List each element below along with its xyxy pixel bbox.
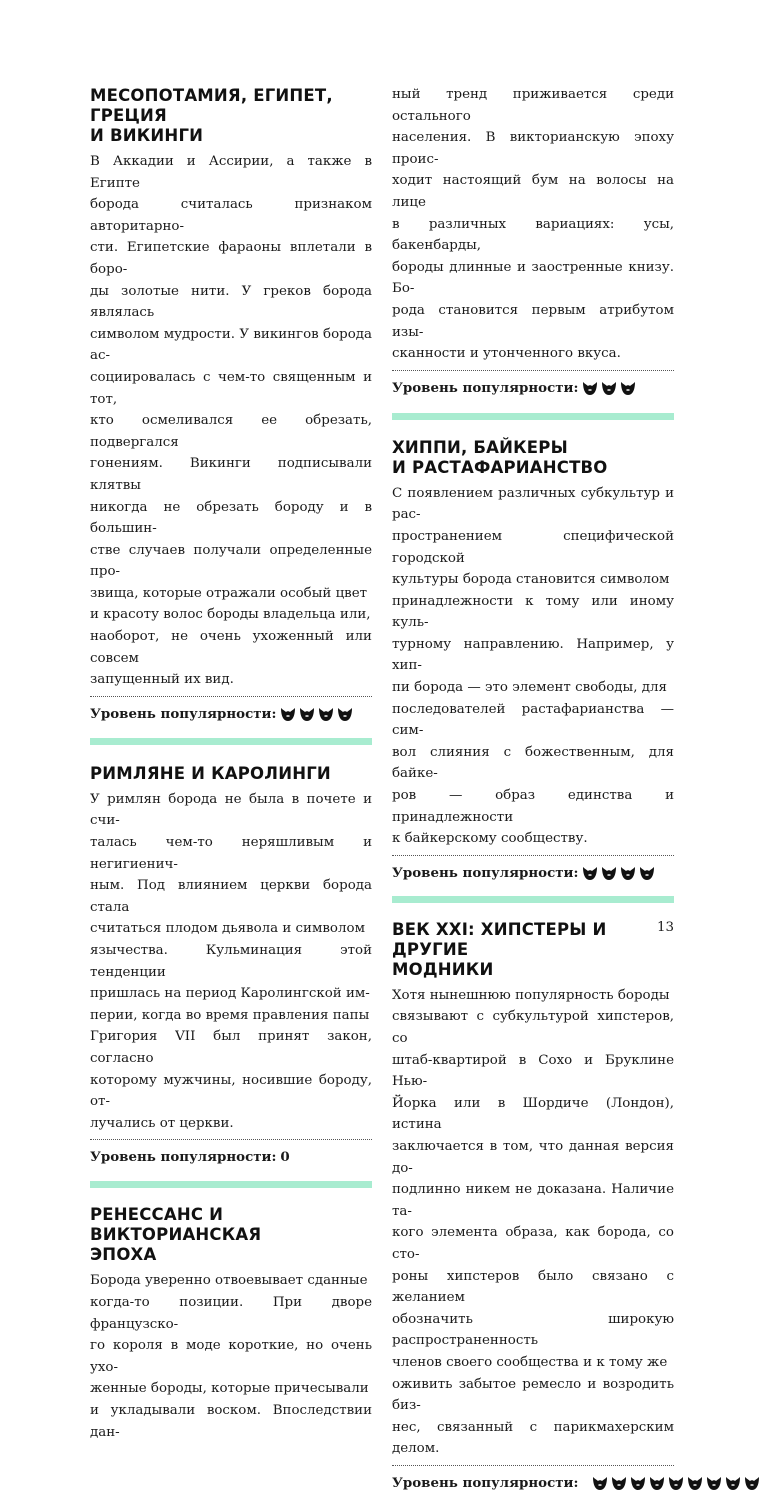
title-line: РИМЛЯНЕ И КАРОЛИНГИ: [90, 763, 331, 783]
body-line: перии, когда во время правления папы: [90, 1007, 370, 1023]
section-body: [90, 1270, 372, 1443]
title-line: МОДНИКИ: [392, 959, 494, 979]
body-line: членов своего сообщества и к тому же: [392, 1354, 668, 1370]
beard-rating: [592, 1475, 759, 1491]
body-line: связывают с субкультурой хипстеров, со: [392, 1009, 674, 1046]
body-line: кто осмеливался ее обрезать, подвергался: [90, 413, 372, 450]
body-line: сканности и утонченного вкуса.: [392, 346, 621, 362]
beard-icon: [280, 706, 296, 722]
body-line: В Аккадии и Ассирии, а также в Египте: [90, 154, 372, 191]
section-title: [90, 1205, 372, 1265]
section-body: [392, 84, 674, 365]
title-line: ВЕК XXI: ХИПСТЕРЫ И ДРУГИЕ: [392, 919, 607, 959]
section-title: [90, 764, 372, 784]
beard-icon: [687, 1475, 703, 1491]
body-line: последователей растафарианства — сим-: [392, 701, 674, 739]
body-line: роны хипстеров было связано с желанием: [392, 1268, 674, 1306]
page-number: 13: [656, 920, 674, 935]
beard-icon: [318, 706, 334, 722]
popularity-value: 0: [280, 1149, 290, 1166]
title-line: И РАСТАФАРИАНСТВО: [392, 457, 608, 477]
popularity-rating: [90, 704, 372, 724]
section-hippies: [392, 420, 674, 903]
body-line: ным. Под влиянием церкви борода стала: [90, 878, 372, 915]
section-title: [392, 438, 674, 478]
section-body: [90, 789, 372, 1135]
beard-icon: [668, 1475, 684, 1491]
beard-rating: [582, 865, 658, 881]
body-line: наоборот, не очень ухоженный или совсем: [90, 629, 372, 666]
body-line: ный тренд приживается среди остального: [392, 87, 674, 124]
section-body: [392, 985, 674, 1460]
popularity-label: Уровень популярности:: [90, 1149, 277, 1166]
beard-icon: [601, 865, 617, 881]
body-line: считаться плодом дьявола и символом: [90, 921, 365, 937]
body-line: запущенный их вид.: [90, 672, 234, 688]
title-line: ЭПОХА: [90, 1245, 157, 1265]
section-title: [90, 86, 372, 146]
body-line: принадлежности к тому или иному куль-: [392, 593, 674, 631]
body-line: ходит настоящий бум на волосы на лице: [392, 173, 674, 210]
body-line: заключается в том, что данная версия до-: [392, 1138, 674, 1176]
title-line: И ВИКИНГИ: [90, 126, 204, 145]
body-line: язычества. Кульминация этой тенденции: [90, 943, 372, 980]
body-line: пришлась на период Каролингской им-: [90, 986, 370, 1002]
body-line: кого элемента образа, как борода, со сто-: [392, 1225, 674, 1262]
body-line: С появлением различных субкультур и рас-: [392, 485, 674, 523]
popularity-label: Уровень популярности:: [392, 1474, 579, 1491]
popularity-rating: [392, 863, 674, 883]
body-line: вол слияния с божественным, для байке-: [392, 744, 674, 782]
beard-rating: [582, 380, 639, 396]
beard-icon: [630, 1475, 646, 1491]
right-column: [392, 0, 674, 1493]
popularity-label: Уровень популярности:: [90, 705, 277, 722]
section-romans: [90, 745, 372, 1189]
body-line: которому мужчины, носившие бороду, от-: [90, 1072, 372, 1110]
section-hipsters: [392, 903, 674, 1493]
beard-icon: [582, 865, 598, 881]
beard-icon: [725, 1475, 741, 1491]
left-column: [90, 0, 372, 1443]
section-divider-bar: [392, 413, 674, 420]
body-line: символом мудрости. У викингов борода ас-: [90, 326, 372, 364]
body-line: никогда не обрезать бороду и в большин-: [90, 499, 372, 537]
section-body: [90, 151, 372, 691]
beard-icon: [592, 1475, 608, 1491]
body-line: рода становится первым атрибутом изы-: [392, 302, 674, 340]
body-line: и укладывали воском. Впоследствии дан-: [90, 1402, 372, 1440]
body-line: звища, которые отражали особый цвет: [90, 585, 368, 601]
title-line: РЕНЕССАНС И ВИКТОРИАНСКАЯ: [90, 1205, 262, 1245]
body-line: оживить забытое ремесло и возродить биз-: [392, 1376, 674, 1414]
beard-icon: [611, 1475, 627, 1491]
body-line: подлинно никем не доказана. Наличие та-: [392, 1182, 674, 1219]
body-line: стве случаев получали определенные про-: [90, 542, 372, 580]
popularity-label: Уровень популярности:: [392, 864, 579, 881]
section-mesopotamia: [90, 0, 372, 745]
beard-icon: [601, 380, 617, 396]
body-line: населения. В викторианскую эпоху проис-: [392, 130, 674, 167]
body-line: Йорка или в Шордиче (Лондон), истина: [392, 1095, 674, 1133]
popularity-rating: [90, 1147, 372, 1167]
body-line: сти. Египетские фараоны вплетали в боро-: [90, 240, 372, 277]
body-line: У римлян борода не была в почете и счи-: [90, 791, 372, 829]
body-line: социировалась с чем-то священным и тот,: [90, 369, 372, 407]
body-line: женные бороды, которые причесывали: [90, 1381, 369, 1397]
beard-icon: [620, 380, 636, 396]
body-line: культуры борода становится символом: [392, 572, 670, 588]
beard-icon: [620, 865, 636, 881]
body-line: турному направлению. Например, у хип-: [392, 636, 674, 674]
body-line: к байкерскому сообществу.: [392, 831, 588, 847]
section-title: [392, 920, 674, 980]
section-renaissance: [90, 1188, 372, 1443]
body-line: го короля в моде короткие, но очень ухо-: [90, 1338, 372, 1375]
section-divider-bar: [90, 1181, 372, 1188]
popularity-rating: [392, 378, 674, 398]
beard-icon: [299, 706, 315, 722]
body-line: борода считалась признаком авторитарно-: [90, 197, 372, 234]
body-line: штаб-квартирой в Сохо и Бруклине Нью-: [392, 1052, 674, 1090]
body-line: Хотя нынешнюю популярность бороды: [392, 987, 670, 1003]
beard-rating: [280, 706, 356, 722]
section-renaissance-continued: [392, 0, 674, 420]
body-line: гонениям. Викинги подписывали клятвы: [90, 456, 372, 493]
body-line: бороды длинные и заостренные книзу. Бо-: [392, 259, 674, 297]
body-line: и красоту волос бороды владельца или,: [90, 607, 371, 623]
body-line: талась чем-то неряшливым и негигиенич-: [90, 835, 372, 872]
popularity-rating: [392, 1473, 674, 1493]
section-divider-bar: [90, 738, 372, 745]
body-line: Борода уверенно отвоевывает сданные: [90, 1273, 368, 1289]
body-line: Григория VII был принят закон, согласно: [90, 1029, 372, 1066]
body-line: нес, связанный с парикмахерским делом.: [392, 1419, 674, 1457]
body-line: ров — образ единства и принадлежности: [392, 788, 674, 825]
body-line: лучались от церкви.: [90, 1115, 234, 1131]
title-line: ХИППИ, БАЙКЕРЫ: [392, 437, 568, 457]
section-divider-bar: [392, 896, 674, 903]
body-line: обозначить широкую распространенность: [392, 1311, 674, 1349]
body-line: ды золотые нити. У греков борода являлась: [90, 283, 372, 321]
beard-icon: [744, 1475, 759, 1491]
section-body: [392, 483, 674, 850]
title-line: МЕСОПОТАМИЯ, ЕГИПЕТ, ГРЕЦИЯ: [90, 86, 333, 125]
beard-icon: [582, 380, 598, 396]
beard-icon: [337, 706, 353, 722]
body-line: пи борода — это элемент свободы, для: [392, 680, 667, 696]
body-line: пространением специфической городской: [392, 528, 674, 566]
body-line: когда-то позиции. При дворе французско-: [90, 1294, 372, 1332]
body-line: в различных вариациях: усы, бакенбарды,: [392, 216, 674, 254]
beard-icon: [639, 865, 655, 881]
beard-icon: [649, 1475, 665, 1491]
beard-icon: [706, 1475, 722, 1491]
popularity-label: Уровень популярности:: [392, 379, 579, 396]
